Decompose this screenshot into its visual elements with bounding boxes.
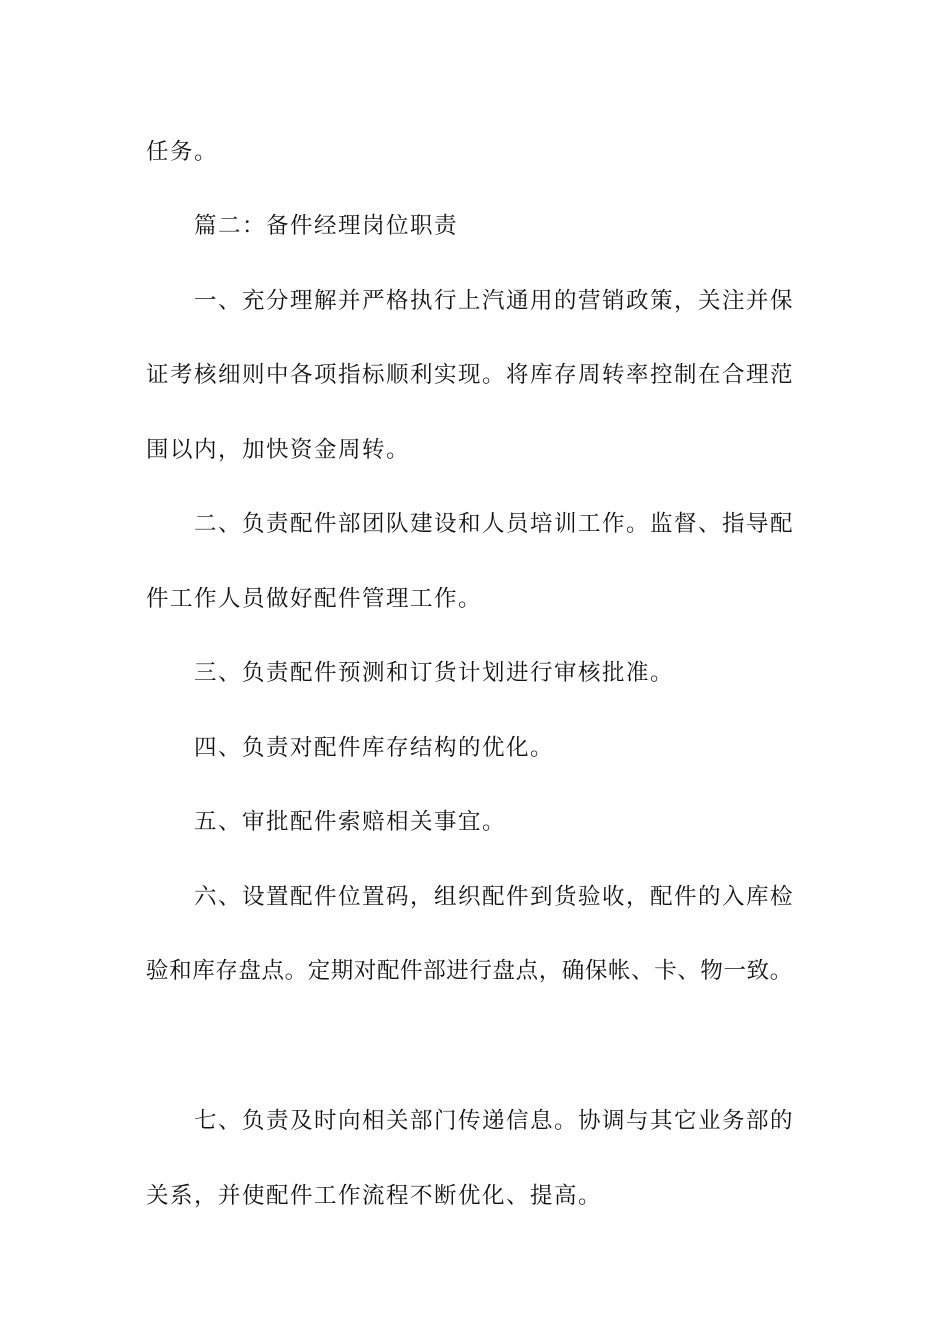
- text-line: 件工作人员做好配件管理工作。: [146, 586, 483, 612]
- text-line: 七、负责及时向相关部门传递信息。协调与其它业务部的: [194, 1108, 795, 1134]
- text-line: 证考核细则中各项指标顺利实现。将库存周转率控制在合理范: [146, 362, 795, 388]
- text-line: 四、负责对配件库存结构的优化。: [194, 735, 555, 761]
- text-line: 围以内，加快资金周转。: [146, 437, 411, 463]
- section-heading: 篇二：备件经理岗位职责: [194, 213, 459, 239]
- text-line: 关系，并使配件工作流程不断优化、提高。: [146, 1183, 603, 1209]
- text-line: 六、设置配件位置码，组织配件到货验收，配件的入库检: [194, 884, 795, 910]
- text-line: 任务。: [146, 139, 219, 165]
- text-line: 五、审批配件索赔相关事宜。: [194, 809, 507, 835]
- text-line: 二、负责配件部团队建设和人员培训工作。监督、指导配: [194, 511, 795, 537]
- text-line: 验和库存盘点。定期对配件部进行盘点，确保帐、卡、物一致。: [146, 958, 793, 984]
- text-line: 三、负责配件预测和订货计划进行审核批准。: [194, 660, 675, 686]
- text-line: 一、充分理解并严格执行上汽通用的营销政策，关注并保: [194, 288, 795, 314]
